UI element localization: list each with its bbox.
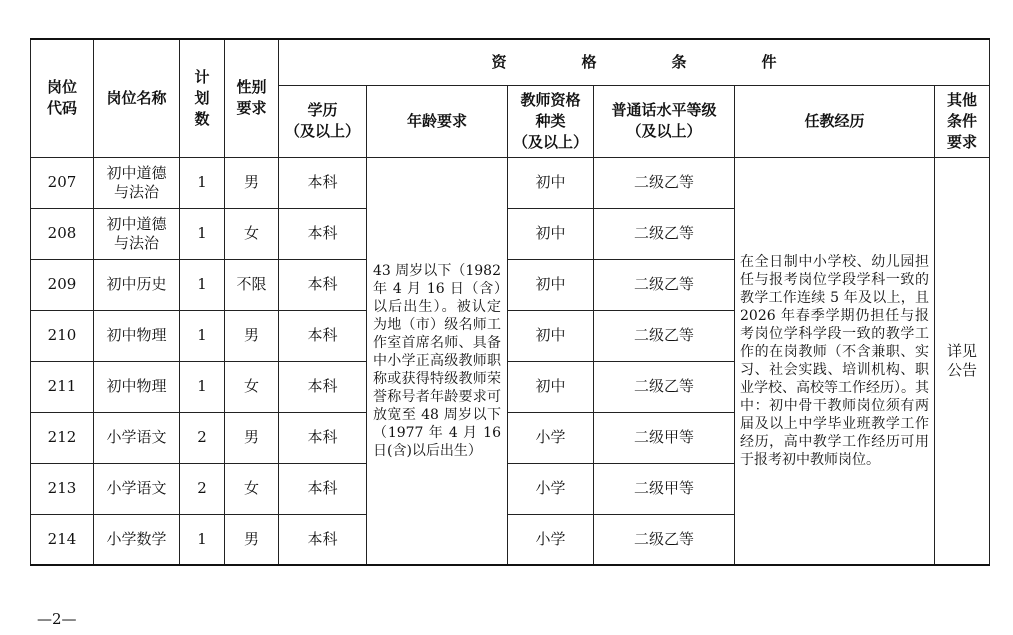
teaching-experience: 在全日制中小学校、幼儿园担任与报考岗位学段学科一致的教学工作连续 5 年及以上，且 2026 年春季学期仍担任与报考岗位学科学段一致的教学工作的在岗教师（不含兼职、实习、社会实践、培训机构、职业学校、高校等工作经历）。其中：初中骨干教师岗位须有两届及以上中学毕业班教学工作经历，高中教学工作经历可用于报考初中教师岗位。: [735, 157, 935, 565]
header-other-requirements: 其他 条件 要求: [935, 85, 990, 157]
plan-count: 2: [180, 463, 225, 514]
education: 本科: [279, 157, 367, 208]
gender: 男: [225, 412, 279, 463]
post-code: 213: [31, 463, 94, 514]
mandarin-level: 二级乙等: [594, 259, 735, 310]
page-number: —2—: [37, 610, 77, 628]
teacher-cert: 小学: [508, 463, 594, 514]
gender: 女: [225, 463, 279, 514]
gender: 男: [225, 514, 279, 565]
teacher-cert: 初中: [508, 157, 594, 208]
gender: 不限: [225, 259, 279, 310]
header-plan-count: 计 划 数: [180, 39, 225, 157]
table-row: [31, 157, 990, 208]
mandarin-level: 二级乙等: [594, 361, 735, 412]
header-post-name: 岗位名称: [94, 39, 180, 157]
post-code: 212: [31, 412, 94, 463]
teacher-cert: 小学: [508, 514, 594, 565]
post-code: 207: [31, 157, 94, 208]
post-name: 初中道德 与法治: [94, 157, 180, 208]
header-gender: 性别 要求: [225, 39, 279, 157]
plan-count: 1: [180, 361, 225, 412]
education: 本科: [279, 310, 367, 361]
header-teacher-cert: 教师资格 种类 （及以上）: [508, 85, 594, 157]
post-code: 211: [31, 361, 94, 412]
teacher-cert: 初中: [508, 259, 594, 310]
plan-count: 1: [180, 310, 225, 361]
header-mandarin-level: 普通话水平等级 （及以上）: [594, 85, 735, 157]
gender: 男: [225, 310, 279, 361]
mandarin-level: 二级乙等: [594, 157, 735, 208]
education: 本科: [279, 412, 367, 463]
teacher-cert: 初中: [508, 310, 594, 361]
mandarin-level: 二级乙等: [594, 310, 735, 361]
mandarin-level: 二级乙等: [594, 208, 735, 259]
post-name: 小学语文: [94, 463, 180, 514]
gender: 男: [225, 157, 279, 208]
post-code: 208: [31, 208, 94, 259]
teacher-cert: 初中: [508, 208, 594, 259]
post-name: 小学数学: [94, 514, 180, 565]
header-teaching-experience: 任教经历: [735, 85, 935, 157]
header-qualification: 资 格 条 件: [279, 39, 990, 85]
recruitment-table: [30, 38, 990, 566]
plan-count: 1: [180, 208, 225, 259]
post-name: 小学语文: [94, 412, 180, 463]
header-education: 学历 （及以上）: [279, 85, 367, 157]
gender: 女: [225, 361, 279, 412]
post-code: 214: [31, 514, 94, 565]
plan-count: 2: [180, 412, 225, 463]
teacher-cert: 小学: [508, 412, 594, 463]
education: 本科: [279, 259, 367, 310]
education: 本科: [279, 208, 367, 259]
education: 本科: [279, 361, 367, 412]
header-age: 年龄要求: [367, 85, 508, 157]
header-post-code: 岗位 代码: [31, 39, 94, 157]
post-code: 210: [31, 310, 94, 361]
other-requirements: 详见 公告: [935, 157, 990, 565]
gender: 女: [225, 208, 279, 259]
mandarin-level: 二级甲等: [594, 463, 735, 514]
education: 本科: [279, 463, 367, 514]
age-requirement: 43 周岁以下（1982 年 4 月 16 日（含）以后出生）。被认定为地（市）级名师工作室首席名师、具备中小学正高级教师职称或获得特级教师荣誉称号者年龄要求可放宽至 48 周岁以下（1977 年 4 月 16 日(含)以后出生）: [367, 157, 508, 565]
plan-count: 1: [180, 157, 225, 208]
teacher-cert: 初中: [508, 361, 594, 412]
post-name: 初中历史: [94, 259, 180, 310]
plan-count: 1: [180, 259, 225, 310]
post-code: 209: [31, 259, 94, 310]
post-name: 初中物理: [94, 310, 180, 361]
plan-count: 1: [180, 514, 225, 565]
mandarin-level: 二级甲等: [594, 412, 735, 463]
education: 本科: [279, 514, 367, 565]
post-name: 初中道德 与法治: [94, 208, 180, 259]
mandarin-level: 二级乙等: [594, 514, 735, 565]
post-name: 初中物理: [94, 361, 180, 412]
